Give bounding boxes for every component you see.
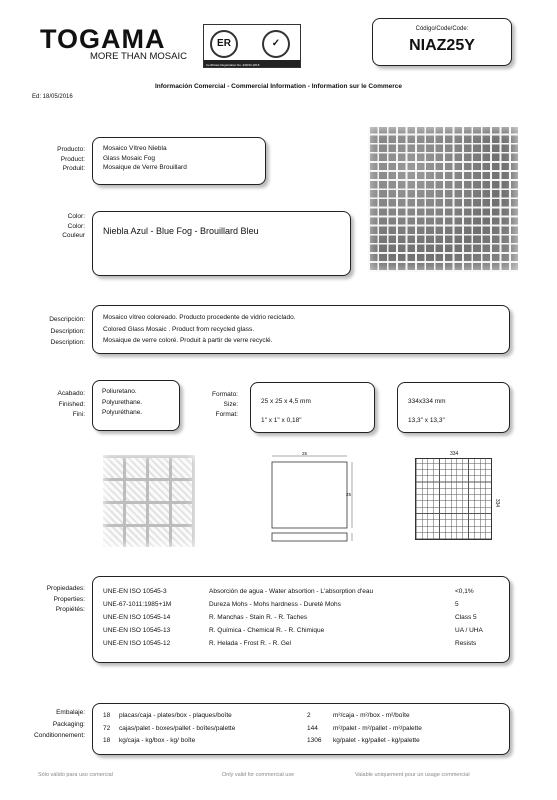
format-labels: Formato: Size: Format:	[211, 391, 238, 418]
mosaic-photo	[368, 127, 518, 272]
aenor-icon: ER	[210, 30, 238, 58]
properties-row: UNE-67-1011:1985+1M Dureza Mohs - Mohs hardness - Dureté Mohs 5	[103, 601, 459, 608]
color-value: Niebla Azul - Blue Fog - Brouillard Bleu	[103, 226, 259, 236]
color-labels: Color: Color: Couleur	[62, 213, 85, 240]
footer-note-fr: Valable uniquement pour un usage commercial	[355, 772, 470, 778]
brand-tagline: MORE THAN MOSAIC	[90, 51, 187, 62]
product-value-en: Glass Mosaic Fog	[103, 154, 156, 162]
cert-caption: Certificate Registration No. ES033-2015	[206, 63, 260, 67]
brand-logo	[40, 25, 195, 62]
product-code-box	[372, 18, 512, 66]
sheet-size-imperial: 13,3" x 13,3"	[408, 417, 445, 424]
product-value-es: Mosaico Vítreo Niebla	[103, 145, 167, 152]
tile-size-metric: 25 x 25 x 4,5 mm	[261, 398, 311, 405]
finish-en: Polyurethane.	[102, 398, 143, 406]
sheet-size-metric: 334x334 mm	[408, 398, 446, 405]
edition-date: Ed: 18/05/2016	[32, 94, 73, 100]
tile-height-label: 25	[346, 492, 352, 497]
footer-note-en: Only valid for commercial use	[222, 772, 295, 778]
mesh-backing-photo	[103, 455, 195, 547]
product-box	[92, 137, 266, 185]
finish-labels: Acabado: Finished: Fini:	[57, 390, 85, 418]
sheet-width-label: 334	[450, 451, 459, 457]
sheet-height-label: 334	[494, 498, 501, 508]
properties-row: UNE-EN ISO 10545-12 R. Helada - Frost R. - R. Gel Resists	[103, 640, 477, 647]
product-labels: Producto: Product: Produit:	[57, 146, 85, 173]
finish-es: Poliuretano.	[102, 388, 137, 395]
tile-dimension-drawing	[262, 446, 362, 551]
tile-size-box	[250, 382, 375, 433]
iqnet-icon: ✓	[262, 30, 290, 58]
sheet-grid-drawing	[415, 458, 492, 540]
tile-width-label: 25	[302, 451, 308, 456]
footer-note-es: Sólo válido para uso comercial	[38, 772, 113, 778]
properties-row: UNE-EN ISO 10545-3 Absorción de agua - Water absortion - L'absorption d'eau <0,1%	[103, 588, 474, 595]
properties-row: UNE-EN ISO 10545-13 R. Química - Chemical R. - R. Chimique UA / UHA	[103, 627, 483, 634]
packaging-row: 18 kg/caja - kg/box - kg/ boîte 1306 kg/palet - kg/pallet - kg/palette	[103, 737, 420, 744]
description-es: Mosaico vítreo coloreado. Producto procedente de vidrio reciclado.	[103, 314, 296, 321]
color-box	[92, 211, 351, 276]
packaging-box	[92, 703, 510, 755]
sheet-size-box	[397, 382, 510, 433]
description-en: Colored Glass Mosaic . Product from recycled glass.	[103, 325, 254, 333]
page-title: Información Comercial - Commercial Information - Information sur le Commerce	[154, 83, 403, 90]
product-value-fr: Mosaique de Verre Brouillard	[103, 164, 187, 172]
code-label: Código/Code/Code:	[415, 26, 469, 32]
packaging-labels: Embalaje: Packaging: Conditionnement:	[34, 709, 85, 739]
brand-name: TOGAMA	[40, 24, 166, 54]
properties-box	[92, 576, 510, 663]
description-fr: Mosaique de verre coloré. Produit à partir de verre recyclé.	[103, 337, 273, 344]
description-box	[92, 305, 510, 354]
tile-size-imperial: 1" x 1" x 0,18"	[261, 417, 302, 424]
packaging-row: 72 cajas/palet - boxes/pallet - boîtes/palette 144 m²/palet - m²/pallet - m²/palette	[103, 724, 422, 732]
properties-row: UNE-EN ISO 10545-14 R. Manchas - Stain R. - R. Taches Class 5	[103, 614, 477, 621]
code-value: NIAZ25Y	[409, 37, 475, 54]
properties-labels: Propiedades: Properties: Propiétés:	[46, 585, 85, 613]
description-labels: Descripción: Description: Description:	[49, 316, 85, 346]
certification-logos	[203, 24, 301, 68]
packaging-row: 18 placas/caja - plates/box - plaques/boîte 2 m²/caja - m²/box - m²/boîte	[103, 712, 410, 719]
finish-fr: Polyuréthane.	[102, 409, 143, 416]
